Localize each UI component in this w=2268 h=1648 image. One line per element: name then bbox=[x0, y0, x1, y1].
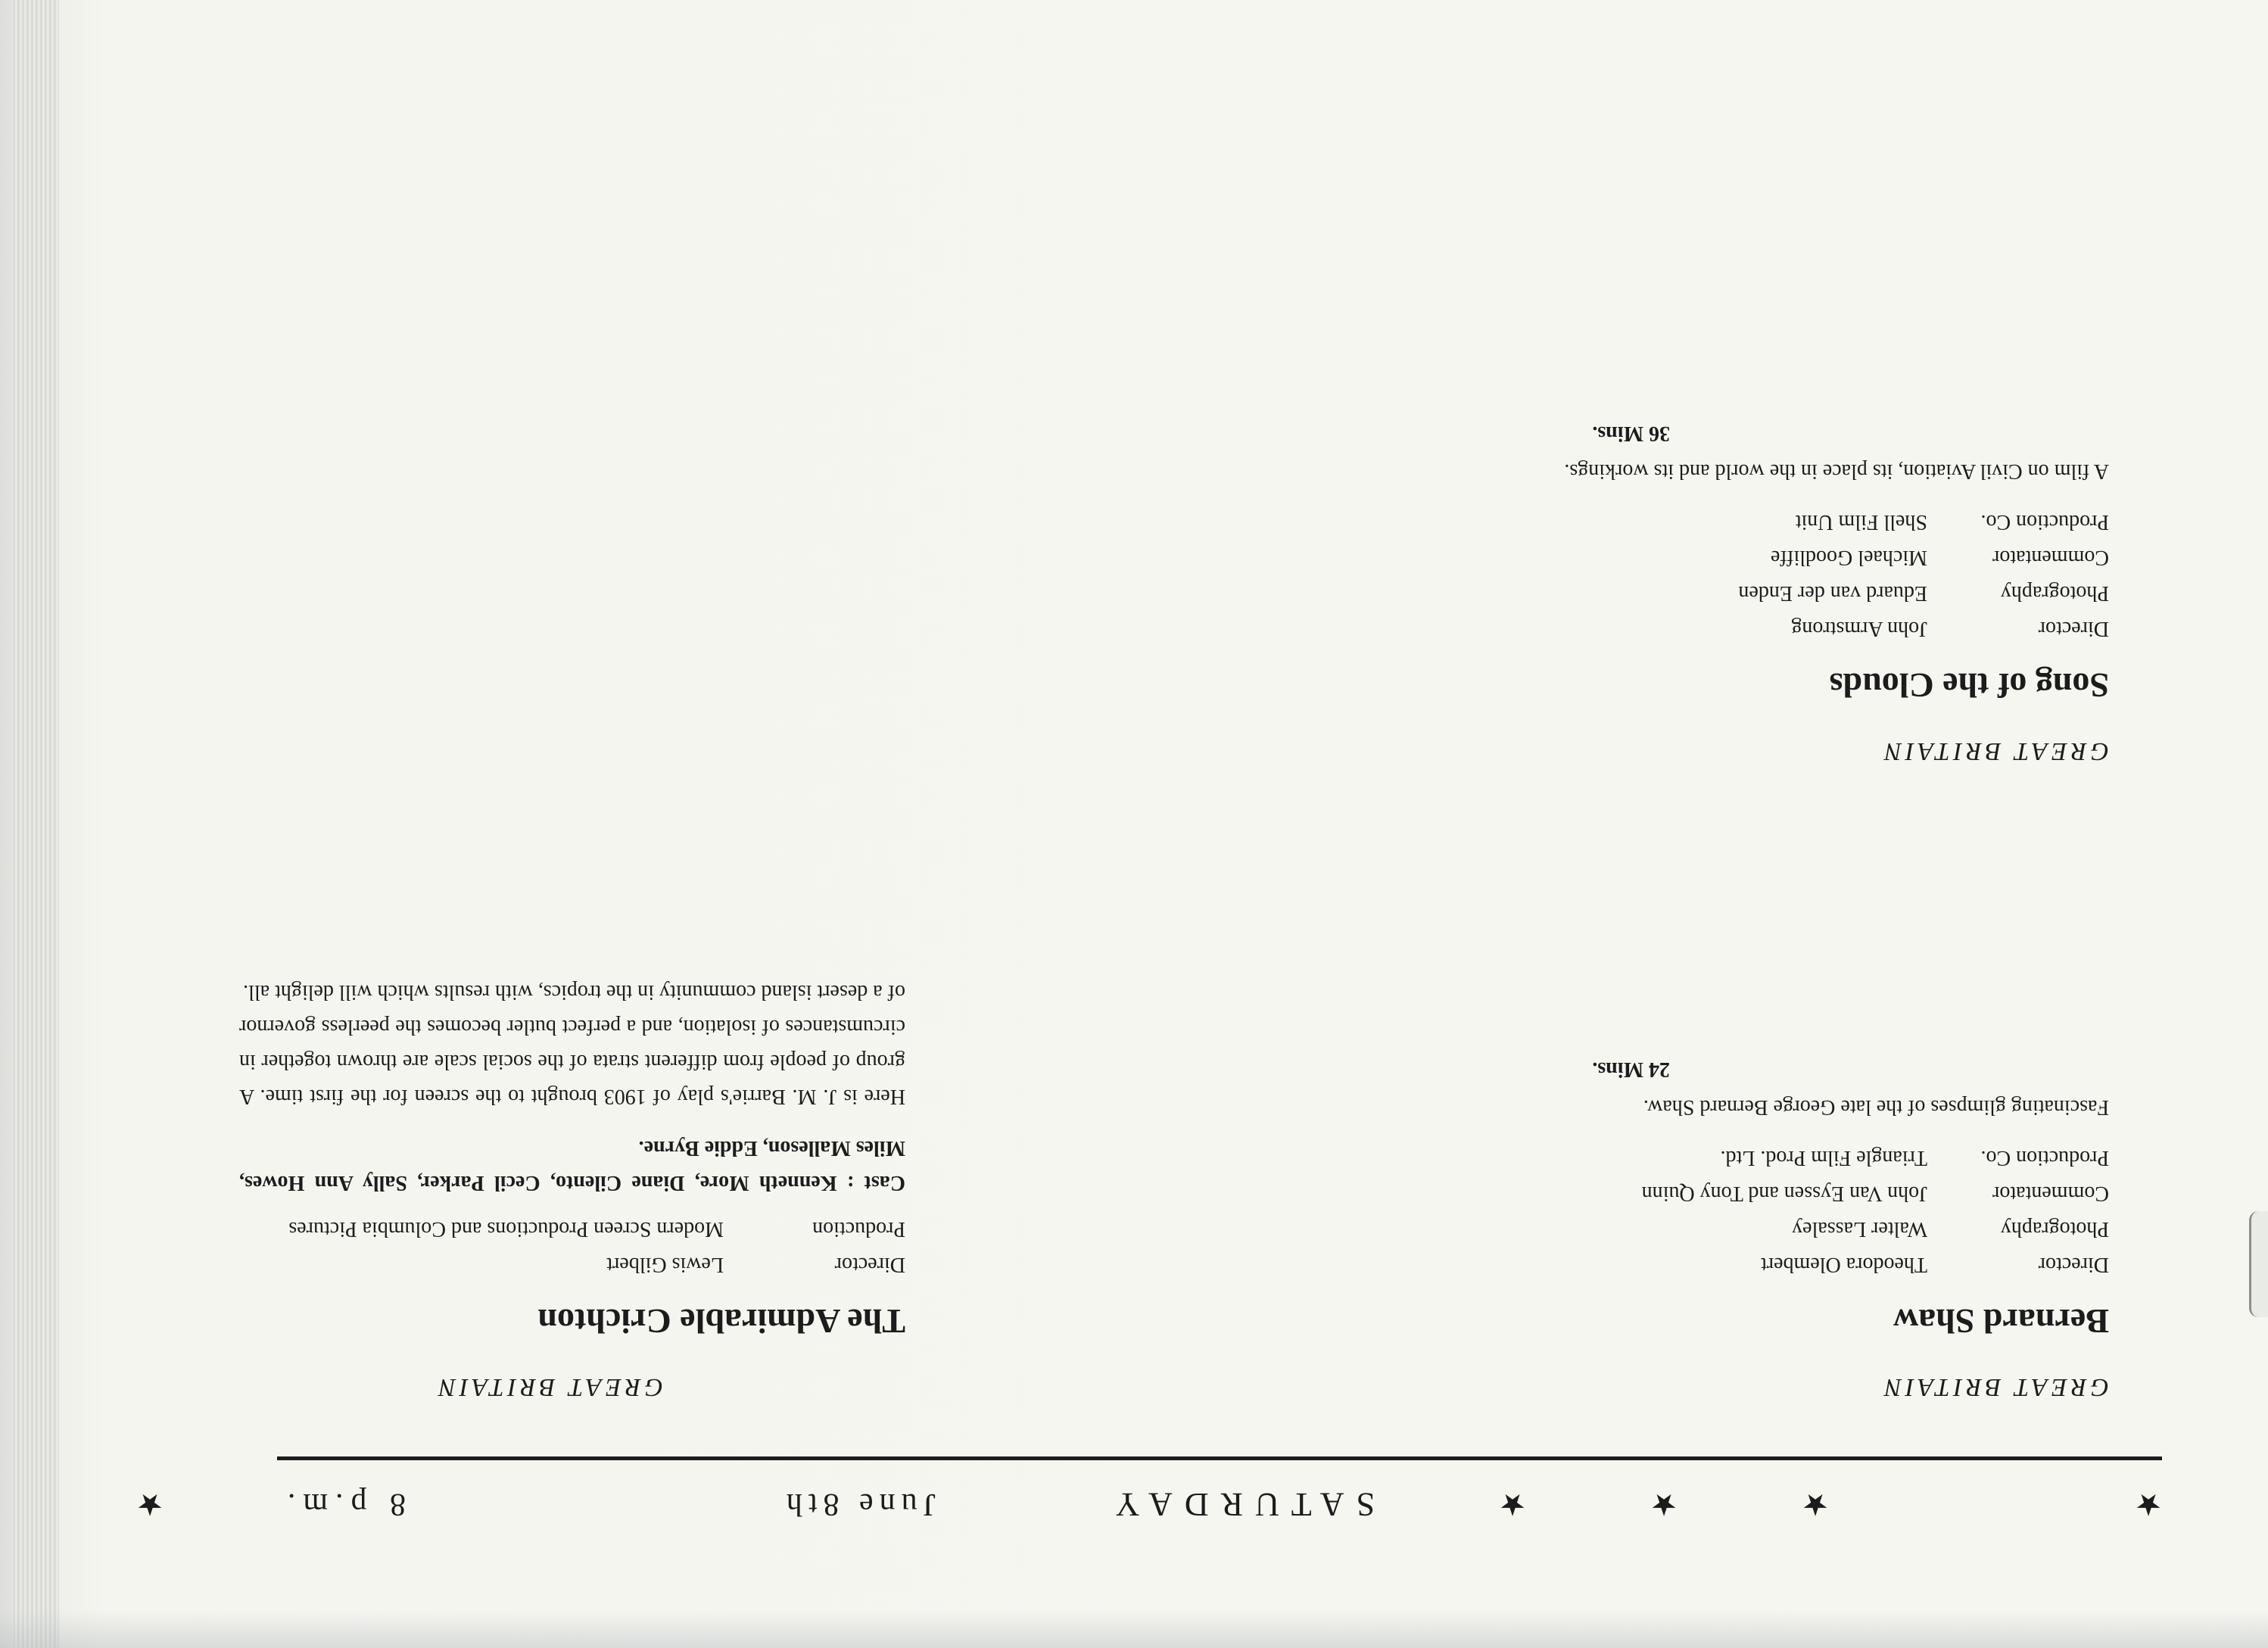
film-song-of-the-clouds bbox=[1428, 416, 2109, 770]
film-duration: 24 Mins. bbox=[1592, 1058, 1670, 1081]
film-description: Here is J. M. Barrie's play of 1903 brought to the screen for the first time. A group of people from different strata of the social scale are thrown together in circumstances of isolation, and a perfect butler becomes the peerless governor of a desert island community in the tropics, with results which will delight all. bbox=[239, 980, 905, 1108]
credit-role: Director bbox=[834, 1253, 905, 1276]
credit-name: Eduard van der Enden bbox=[1738, 581, 1927, 605]
film-title: Bernard Shaw bbox=[1893, 1302, 2109, 1341]
credit-name: Walter Lassaley bbox=[1792, 1217, 1927, 1241]
credit-name: Modern Screen Productions and Columbia Pictures bbox=[288, 1217, 724, 1241]
credit-role: Photography bbox=[2000, 1217, 2109, 1241]
date-label: June 8th bbox=[780, 1487, 936, 1522]
credit-name: John Armstrong bbox=[1791, 617, 1927, 640]
time-label: 8 p.m. bbox=[279, 1487, 406, 1522]
star-icon: ★ bbox=[136, 1488, 164, 1522]
country-label: GREAT BRITAIN bbox=[1880, 737, 2109, 765]
film-description: Fascinating glimpses of the late George Bernard Shaw. bbox=[1643, 1095, 2109, 1119]
credit-name: Triangle Film Prod. Ltd. bbox=[1720, 1146, 1927, 1170]
star-icon: ★ bbox=[1650, 1488, 1678, 1522]
credit-role: Commentator bbox=[1992, 1182, 2109, 1205]
film-title: The Admirable Crichton bbox=[537, 1302, 905, 1341]
credit-name: Lewis Gilbert bbox=[606, 1253, 724, 1276]
credit-role: Production Co. bbox=[1980, 510, 2109, 534]
film-cast: Cast : Kenneth More, Diane Cilento, Cecil Parker, Sally Ann Howes, Miles Malleson, Eddie Byrne. bbox=[239, 1136, 905, 1195]
credit-name: Shell Film Unit bbox=[1795, 510, 1927, 534]
credit-name: Michael Goodliffe bbox=[1770, 546, 1927, 569]
credit-role: Commentator bbox=[1992, 546, 2109, 569]
country-label: GREAT BRITAIN bbox=[1880, 1373, 2109, 1401]
credit-role: Production Co. bbox=[1980, 1146, 2109, 1170]
star-icon: ★ bbox=[2135, 1488, 2162, 1522]
credits-list bbox=[224, 1212, 905, 1282]
star-icon: ★ bbox=[1802, 1488, 1829, 1522]
country-label: GREAT BRITAIN bbox=[435, 1373, 663, 1401]
credit-role: Director bbox=[2038, 1253, 2109, 1276]
film-bernard-shaw bbox=[1428, 1051, 2109, 1406]
programme-header bbox=[133, 1474, 2162, 1527]
credit-name: John Van Eyssen and Tony Quinn bbox=[1641, 1182, 1927, 1205]
header-rule bbox=[277, 1456, 2162, 1460]
credit-name: Theodora Olembert bbox=[1760, 1253, 1927, 1276]
credit-role: Director bbox=[2038, 617, 2109, 640]
film-admirable-crichton bbox=[224, 974, 905, 1406]
film-duration: 36 Mins. bbox=[1592, 422, 1670, 445]
day-label: SATURDAY bbox=[1103, 1486, 1375, 1523]
film-description: A film on Civil Aviation, its place in the world and its workings. bbox=[1564, 460, 2109, 483]
credit-role: Production bbox=[812, 1217, 905, 1241]
credits-list bbox=[1428, 1141, 2109, 1282]
film-title: Song of the Clouds bbox=[1829, 666, 2109, 705]
credits-list bbox=[1428, 505, 2109, 646]
star-icon: ★ bbox=[1499, 1488, 1526, 1522]
credit-role: Photography bbox=[2000, 581, 2109, 605]
